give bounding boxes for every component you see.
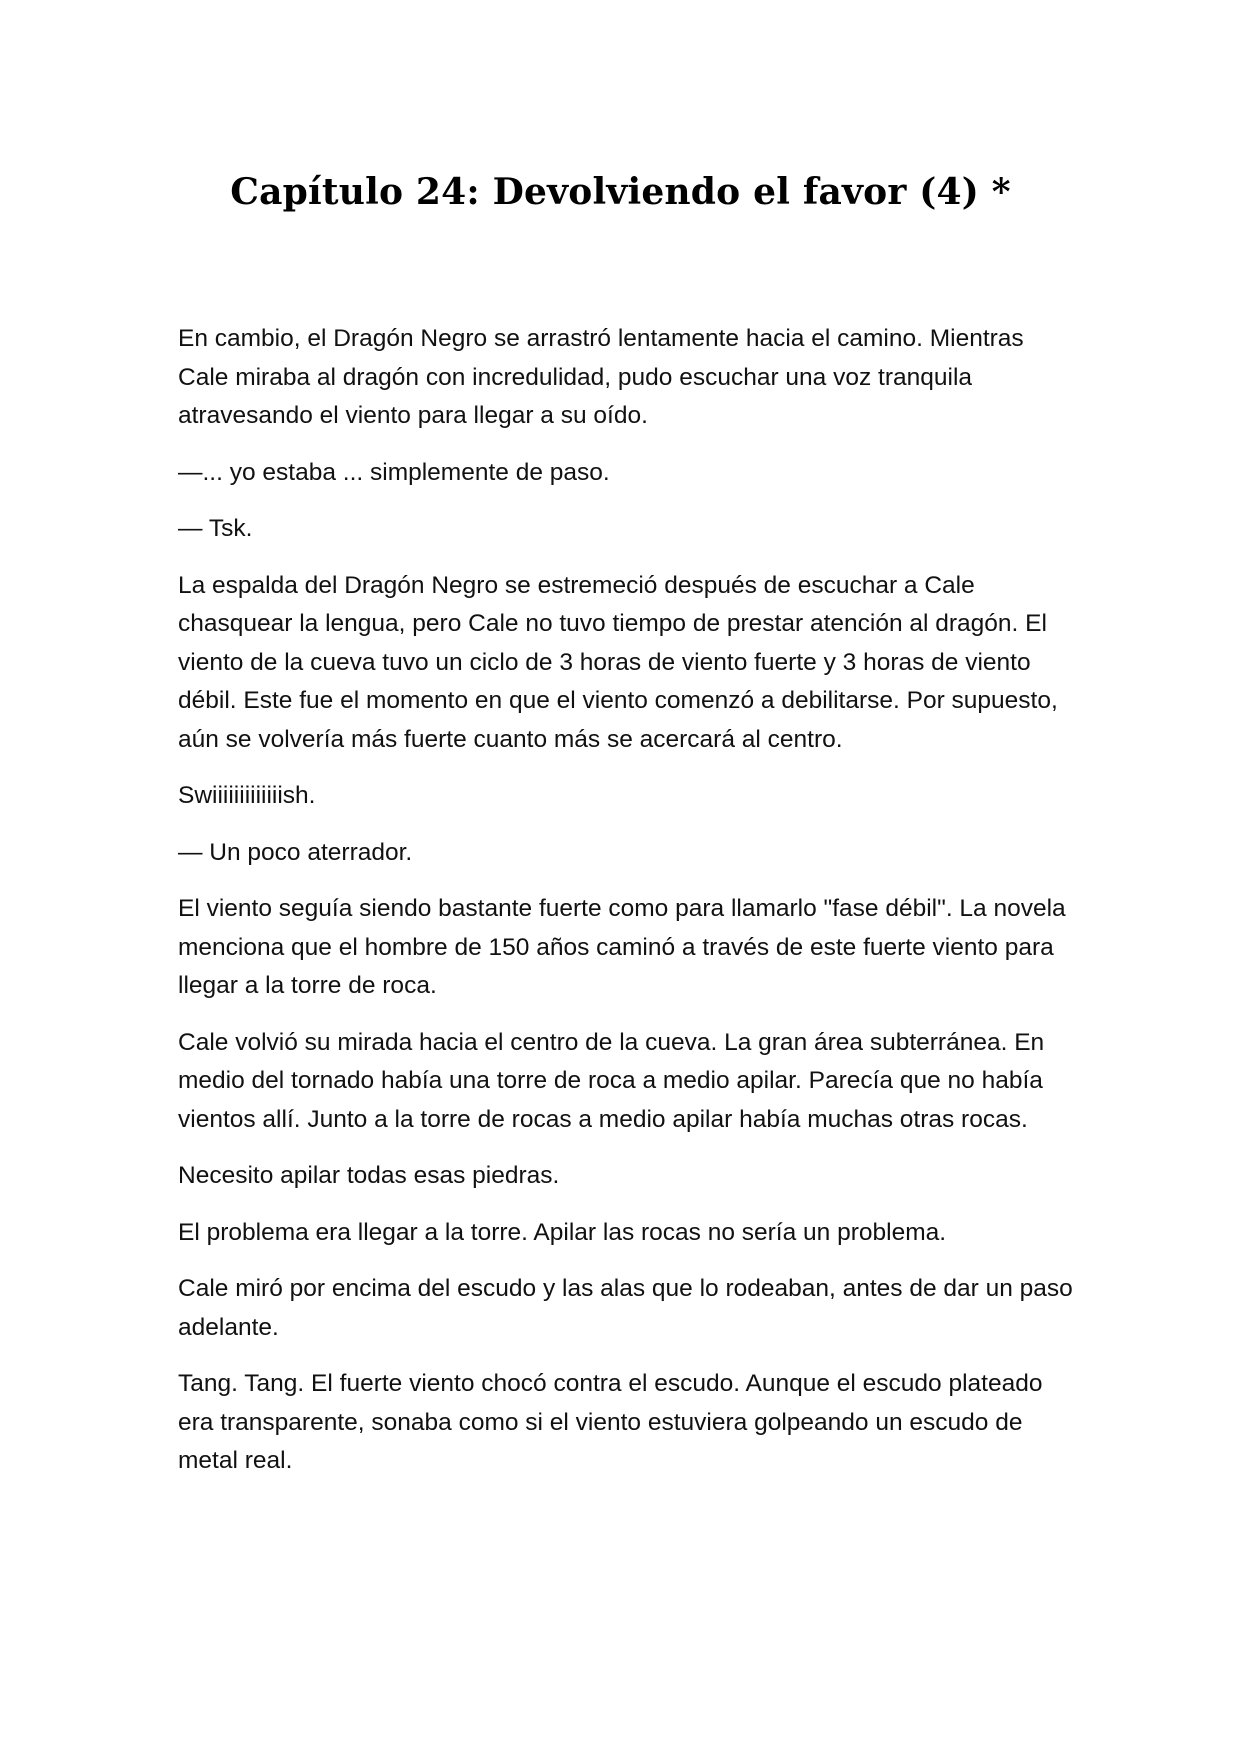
paragraph: Cale volvió su mirada hacia el centro de la cueva. La gran área subterránea. En medio del tornado había una torre de roca a medio apilar. Parecía que no había vientos allí. Junto a la torre de rocas a medio apilar había muchas otras rocas. [178,1028,1045,1133]
paragraph: — Un poco aterrador. [178,838,413,866]
paragraph: — Tsk. [178,515,253,542]
paragraph: Cale miró por encima del escudo y las alas que lo rodeaban, antes de dar un paso adelante. [178,1275,1073,1341]
paragraph: Tang. Tang. El fuerte viento chocó contra el escudo. Aunque el escudo plateado era transparente, sonaba como si el viento estuviera golpeando un escudo de metal real. [178,1370,1043,1474]
chapter-body [178,320,1078,1499]
paragraph: —... yo estaba ... simplemente de paso. [178,458,610,486]
paragraph: El viento seguía siendo bastante fuerte como para llamarlo "fase débil". La novela menciona que el hombre de 150 años caminó a través de este fuerte viento para llegar a la torre de roca. [178,895,1066,999]
paragraph: En cambio, el Dragón Negro se arrastró lentamente hacia el camino. Mientras Cale miraba al dragón con incredulidad, pudo escuchar una voz tranquila atravesando el viento para llegar a su oído. [178,325,1024,429]
paragraph: Swiiiiiiiiiiiiish. [178,782,316,809]
paragraph: Necesito apilar todas esas piedras. [178,1162,560,1189]
chapter-title: Capítulo 24: Devolviendo el favor (4) * [230,171,1011,213]
paragraph: La espalda del Dragón Negro se estremeció después de escuchar a Cale chasquear la lengua, pero Cale no tuvo tiempo de prestar atención al dragón. El viento de la cueva tuvo un ciclo de 3 horas de viento fuerte y 3 horas de viento débil. Este fue el momento en que el viento comenzó a debilitarse. Por supuesto, aún se volvería más fuerte cuanto más se acercará al centro. [178,571,1058,753]
paragraph: El problema era llegar a la torre. Apilar las rocas no sería un problema. [178,1218,947,1246]
